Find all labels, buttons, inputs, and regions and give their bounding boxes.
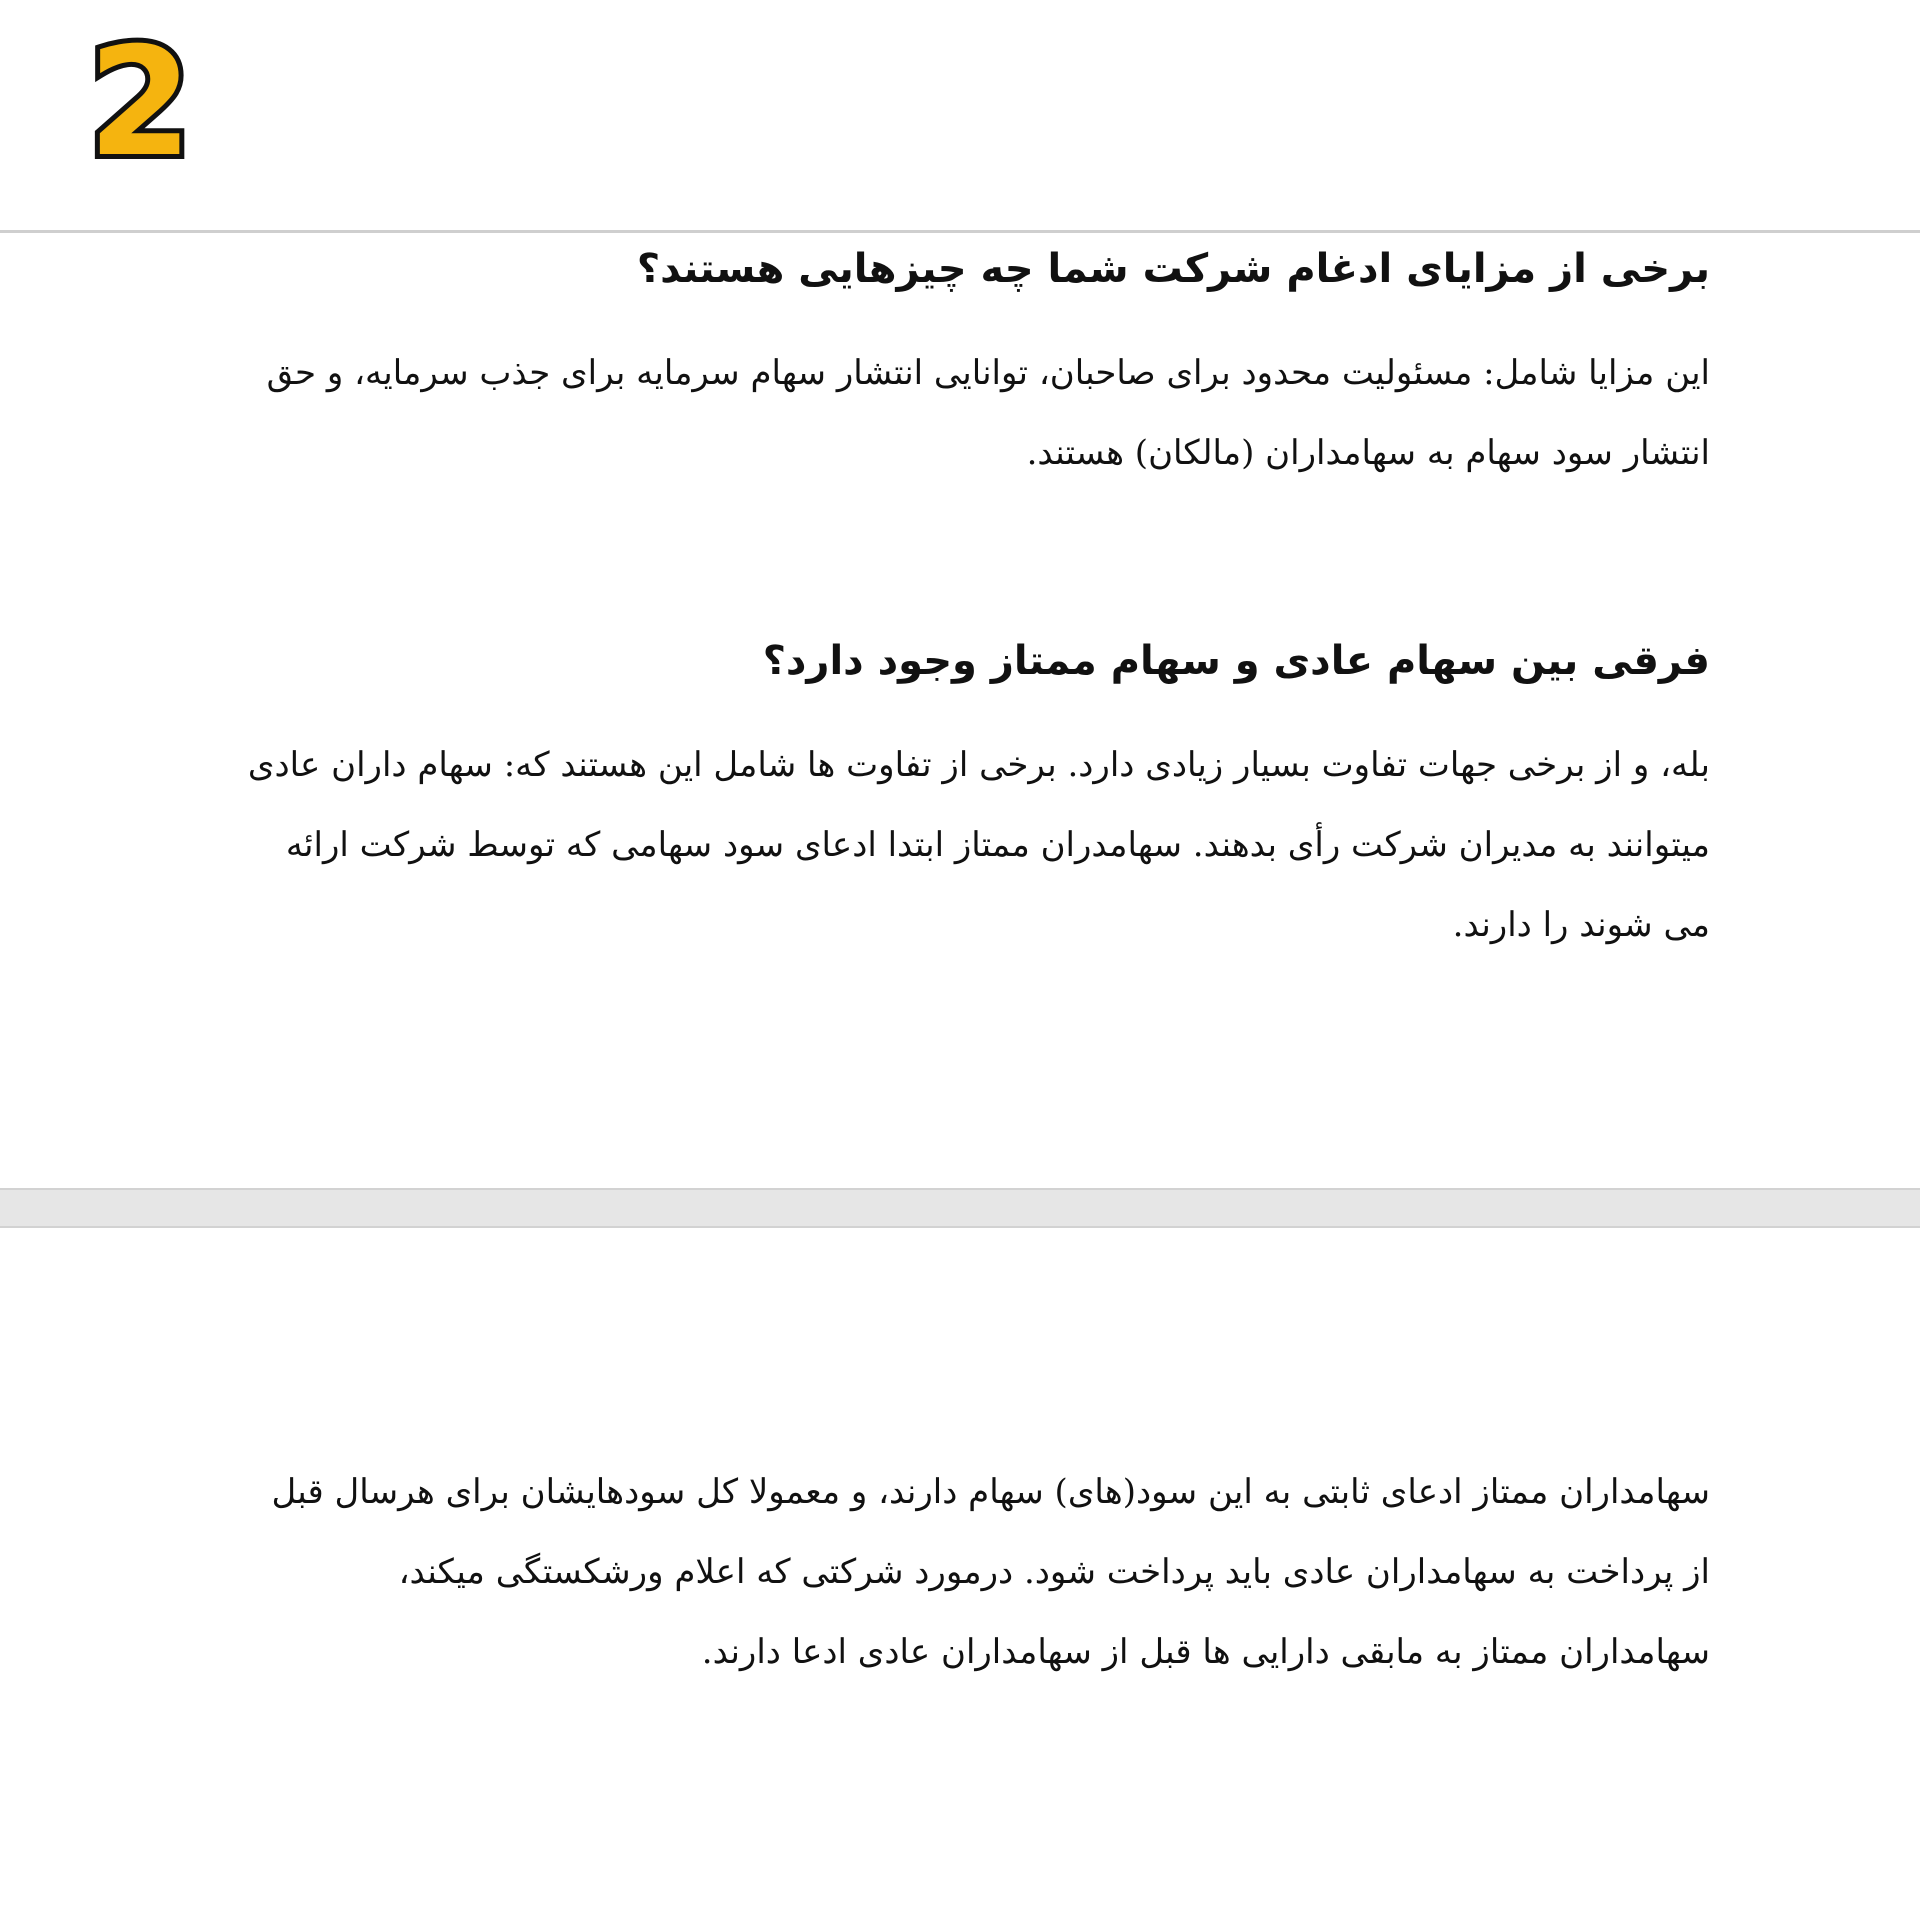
continued-paragraph-block — [240, 1452, 1710, 1692]
section-heading: برخی از مزایای ادغام شرکت شما چه چیزهایی هستند؟ — [636, 246, 1710, 292]
section-heading: فرقی بین سهام عادی و سهام ممتاز وجود دارد؟ — [762, 638, 1710, 684]
section-paragraph: این مزایا شامل: مسئولیت محدود برای صاحبان، توانایی انتشار سهام سرمایه برای جذب سرمایه، و حق انتشار سود سهام به سهامداران (مالکان) هستند. — [266, 353, 1710, 473]
section-stock-types — [240, 637, 1710, 965]
section-paragraph: بله، و از برخی جهات تفاوت بسیار زیادی دارد. برخی از تفاوت ها شامل این هستند که: سهام داران عادی میتوانند به مدیران شرکت رأی بدهند. سهامدران ممتاز ابتدا ادعای سود سهامی که توسط شرکت ارائه می شوند را دارند. — [247, 745, 1710, 945]
page-break-separator — [0, 1188, 1920, 1228]
page-top-divider — [0, 230, 1920, 233]
continued-paragraph: سهامداران ممتاز ادعای ثابتی به این سود(های) سهام دارند، و معمولا کل سودهایشان برای هرسال قبل از پرداخت به سهامداران عادی باید پرداخت شود. درمورد شرکتی که اعلام ورشکستگی میکند، سهامداران ممتاز به مابقی دارایی ها قبل از سهامداران عادی ادعا دارند. — [271, 1472, 1710, 1672]
section-benefits — [240, 245, 1710, 493]
page-number-badge: 2 — [88, 16, 193, 190]
